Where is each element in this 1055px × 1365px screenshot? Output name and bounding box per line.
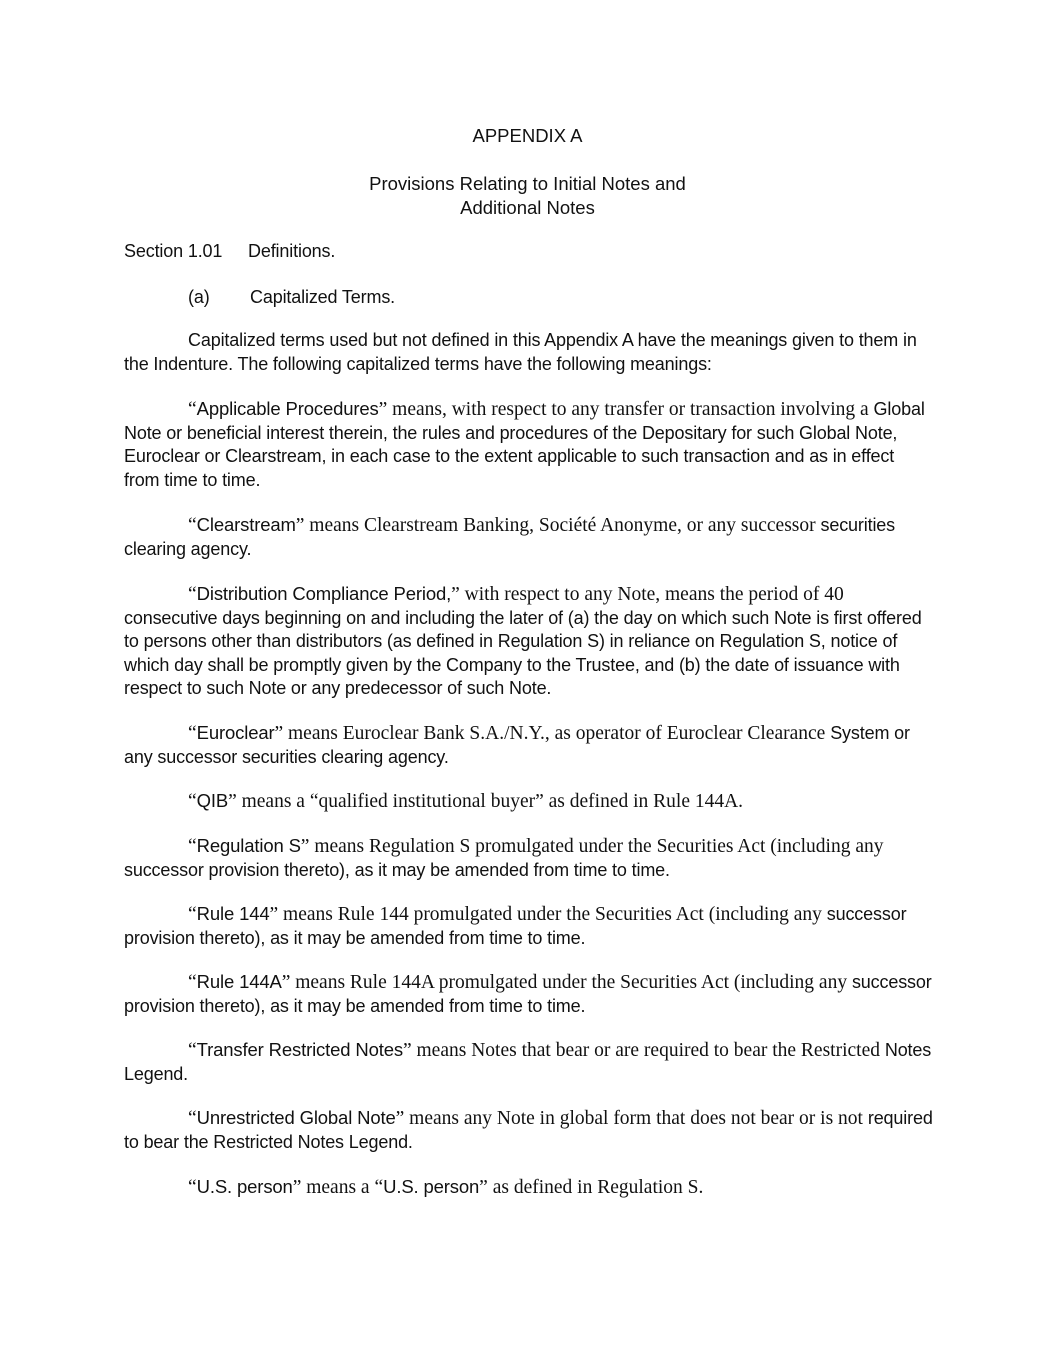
defined-term: U.S. person: [196, 1176, 293, 1197]
definition-body: successor provision thereto), as it may be amended from time to time.: [124, 972, 932, 1016]
definition-lead: means Regulation S promulgated under the Securities Act (including any: [309, 836, 884, 857]
appendix-title: APPENDIX A: [472, 125, 583, 146]
definition-body: securities clearing agency.: [124, 515, 896, 559]
definition-body: consecutive days beginning on and including the later of (a) the day on which such Note is first offered to persons other than distributors (as defined in Regulation S) in reliance on Regulation S, notice of which day shall be promptly given by the Company to the Trustee, and (b) the date of issuance with respect to such Note or any predecessor of such Note.: [124, 607, 922, 698]
definition-body: successor provision thereto), as it may be amended from time to time.: [124, 859, 670, 880]
definition-lead: with respect to any Note, means the period of 40: [459, 584, 844, 605]
defined-term: Regulation S: [196, 835, 301, 856]
definition-rule-144a: “Rule 144A” means Rule 144A promulgated under the Securities Act (including any successor provision thereto), as it may be amended from time to time.: [124, 971, 932, 1016]
definition-unrestricted-global-note: “Unrestricted Global Note” means any Note in global form that does not bear or is not required to bear the Restricted Notes Legend.: [124, 1107, 933, 1152]
section-heading: [124, 240, 934, 264]
definition-lead: means, with respect to any transfer or transaction involving a: [387, 399, 869, 420]
quoted-term: U.S. person: [383, 1176, 480, 1197]
definition-body: Global Note or beneficial interest therein, the rules and procedures of the Depositary for such Global Note, Euroclear or Clearstream, in each case to the extent applicable to such transaction and as in effect from time to time.: [124, 399, 925, 490]
defined-term: Rule 144A: [196, 971, 282, 992]
definition-body: System or any successor securities clearing agency.: [124, 723, 910, 767]
definition-rule-144: “Rule 144” means Rule 144 promulgated under the Securities Act (including any successor provision thereto), as it may be amended from time to time.: [124, 903, 907, 948]
defined-term: Unrestricted Global Note: [196, 1107, 396, 1128]
definition-lead: means Rule 144 promulgated under the Securities Act (including any: [278, 904, 822, 925]
subsection-heading: [124, 286, 934, 310]
defined-term: Clearstream: [196, 514, 296, 535]
defined-term: Rule 144: [196, 903, 270, 924]
definition-euroclear: “Euroclear” means Euroclear Bank S.A./N.Y., as operator of Euroclear Clearance System or any successor securities clearing agency.: [124, 722, 910, 767]
appendix-subtitle-line2: Additional Notes: [460, 197, 595, 218]
definition-lead: means Rule 144A promulgated under the Securities Act (including any: [290, 972, 848, 993]
subsection-title: Capitalized Terms.: [250, 287, 396, 307]
definition-clearstream: “Clearstream” means Clearstream Banking, Société Anonyme, or any successor securities clearing agency.: [124, 514, 896, 559]
definition-lead: means Clearstream Banking, Société Anonyme, or any successor: [304, 515, 816, 536]
appendix-subtitle-line1: Provisions Relating to Initial Notes and: [369, 173, 686, 194]
defined-term: Distribution Compliance Period,: [196, 583, 452, 604]
definition-body: required to bear the Restricted Notes Legend.: [124, 1108, 933, 1152]
definition-lead: means a “: [301, 1177, 384, 1198]
definition-lead: means any Note in global form that does not bear or is not: [404, 1108, 863, 1129]
defined-term: Transfer Restricted Notes: [196, 1039, 403, 1060]
intro-text: Capitalized terms used but not defined in this Appendix A have the meanings given to them in the Indenture. The following capitalized terms have the following meanings:: [124, 330, 917, 374]
definition-lead: means Euroclear Bank S.A./N.Y., as operator of Euroclear Clearance: [283, 723, 826, 744]
definition-transfer-restricted-notes: “Transfer Restricted Notes” means Notes that bear or are required to bear the Restricted Notes Legend.: [124, 1039, 932, 1084]
definition-tail: ” as defined in Regulation S.: [479, 1177, 704, 1198]
subsection-number: (a): [188, 287, 210, 307]
defined-term: QIB: [196, 790, 229, 811]
definition-us-person: “U.S. person” means a “U.S. person” as defined in Regulation S.: [188, 1176, 704, 1198]
definition-regulation-s: “Regulation S” means Regulation S promulgated under the Securities Act (including any successor provision thereto), as it may be amended from time to time.: [124, 835, 884, 880]
section-title: Definitions.: [248, 241, 336, 261]
definition-qib: “QIB” means a “qualified institutional buyer” as defined in Rule 144A.: [188, 790, 744, 812]
defined-term: Applicable Procedures: [196, 398, 379, 419]
definition-body: Notes Legend.: [124, 1040, 932, 1084]
definition-body: successor provision thereto), as it may be amended from time to time.: [124, 904, 907, 948]
intro-paragraph: [124, 329, 934, 376]
section-number: Section 1.01: [124, 241, 223, 261]
definition-distribution-compliance-period: “Distribution Compliance Period,” with respect to any Note, means the period of 40 consecutive days beginning on and including the later of (a) the day on which such Note is first offered to persons other than distributors (as defined in Regulation S) in reliance on Regulation S, notice of which day shall be promptly given by the Company to the Trustee, and (b) the date of issuance with respect to such Note or any predecessor of such Note.: [124, 583, 922, 698]
definition-lead: means a “qualified institutional buyer” as defined in Rule 144A.: [236, 791, 744, 812]
definition-applicable-procedures: “Applicable Procedures” means, with respect to any transfer or transaction involving a Global Note or beneficial interest therein, the rules and procedures of the Depositary for such Global Note, Euroclear or Clearstream, in each case to the extent applicable to such transaction and as in effect from time to time.: [124, 398, 925, 490]
definition-lead: means Notes that bear or are required to bear the Restricted: [411, 1040, 880, 1061]
defined-term: Euroclear: [196, 722, 275, 743]
